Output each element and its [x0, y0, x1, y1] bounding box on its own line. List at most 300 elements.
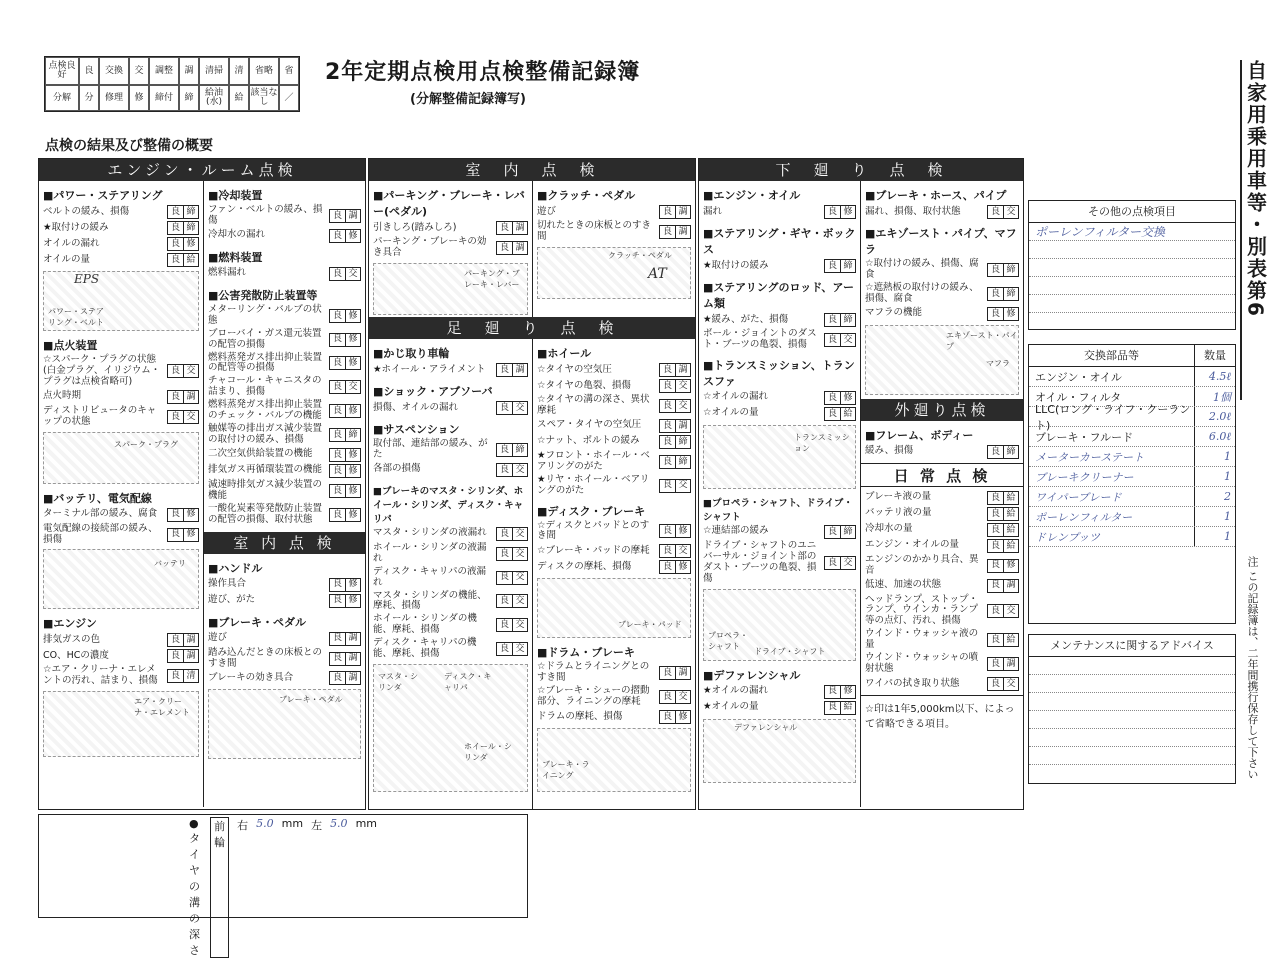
result-checkbox-group[interactable] — [987, 657, 1019, 671]
result-checkbox[interactable]: 良 — [827, 260, 837, 271]
result-checkbox[interactable]: 良 — [827, 334, 837, 345]
result-checkbox[interactable]: 交 — [345, 381, 360, 393]
result-checkbox[interactable]: 良 — [662, 206, 672, 217]
result-checkbox[interactable]: 交 — [183, 411, 198, 423]
outer-band: 外廻り点検 — [861, 399, 1023, 421]
result-checkbox[interactable]: 良 — [499, 242, 509, 253]
result-checkbox[interactable]: 交 — [512, 572, 527, 584]
check-item-label: CO、HCの濃度 — [43, 649, 109, 661]
result-checkbox[interactable]: 良 — [990, 605, 1000, 616]
result-checkbox[interactable]: 修 — [345, 357, 360, 369]
result-checkbox-group[interactable] — [496, 547, 528, 561]
result-checkbox[interactable]: 良 — [170, 671, 180, 682]
result-checkbox-group[interactable] — [167, 221, 199, 235]
check-item-label: ★ホイール・アライメント — [373, 363, 486, 375]
check-item-label: ブローバイ・ガス還元装置の配管の損傷 — [208, 327, 322, 350]
result-checkbox[interactable]: 交 — [512, 548, 527, 560]
result-checkbox-group[interactable] — [329, 209, 361, 223]
differential-heading: ■ デファレンシャル — [703, 667, 856, 683]
result-checkbox[interactable]: 交 — [1003, 206, 1018, 218]
result-checkbox[interactable]: 修 — [345, 485, 360, 497]
check-item — [703, 701, 856, 715]
result-checkbox[interactable]: 良 — [827, 557, 837, 568]
result-checkbox[interactable]: 良 — [499, 402, 509, 413]
result-checkbox[interactable]: 良 — [170, 254, 180, 265]
result-checkbox[interactable]: 交 — [675, 691, 690, 703]
result-checkbox[interactable]: 調 — [345, 653, 360, 665]
parking-brake-heading: ■ パーキング・ブレーキ・レバー(ペダル) — [373, 187, 528, 219]
result-checkbox-group[interactable] — [987, 307, 1019, 321]
result-checkbox[interactable]: 良 — [990, 492, 1000, 503]
check-item — [703, 391, 856, 405]
check-item-label: チャコール・キャニスタの詰まり、損傷 — [208, 375, 322, 398]
result-checkbox[interactable]: 締 — [183, 206, 198, 218]
result-checkbox[interactable]: 調 — [345, 633, 360, 645]
page-subtitle: (分解整備記録簿写) — [410, 92, 526, 107]
result-checkbox[interactable]: 締 — [840, 260, 855, 272]
result-checkbox[interactable]: 交 — [512, 643, 527, 655]
result-checkbox[interactable]: 締 — [345, 429, 360, 441]
result-checkbox[interactable]: 良 — [990, 508, 1000, 519]
result-checkbox-group[interactable] — [329, 652, 361, 666]
result-checkbox-group[interactable] — [659, 544, 691, 558]
eps-note: EPS — [74, 272, 100, 286]
result-checkbox-group[interactable] — [987, 604, 1019, 618]
check-item — [43, 390, 199, 404]
check-item — [373, 638, 528, 660]
result-checkbox[interactable]: 良 — [827, 408, 837, 419]
result-checkbox[interactable]: 締 — [1003, 288, 1018, 300]
result-checkbox[interactable]: 調 — [512, 242, 527, 254]
result-checkbox[interactable]: 修 — [345, 230, 360, 242]
brake-pedal-label: ブレーキ・ペダル — [279, 695, 343, 705]
result-checkbox[interactable]: 調 — [512, 364, 527, 376]
result-checkbox[interactable]: 良 — [170, 366, 180, 377]
result-checkbox[interactable]: 良 — [662, 380, 672, 391]
differential-illustration — [703, 719, 856, 783]
result-checkbox[interactable]: 良 — [990, 264, 1000, 275]
result-checkbox[interactable]: 良 — [332, 210, 342, 221]
result-checkbox[interactable]: 調 — [183, 391, 198, 403]
battery-illustration — [43, 549, 199, 609]
result-checkbox[interactable]: 締 — [840, 526, 855, 538]
result-checkbox-group[interactable] — [987, 205, 1019, 219]
result-checkbox[interactable]: 良 — [990, 635, 1000, 646]
result-checkbox-group[interactable] — [167, 205, 199, 219]
result-checkbox-group[interactable] — [329, 404, 361, 418]
result-checkbox[interactable]: 良 — [662, 400, 672, 411]
result-checkbox[interactable]: 調 — [675, 226, 690, 238]
result-checkbox-group[interactable] — [329, 267, 361, 281]
result-checkbox-group[interactable] — [329, 333, 361, 347]
result-checkbox[interactable]: 良 — [662, 691, 672, 702]
result-checkbox-group[interactable] — [329, 594, 361, 608]
result-checkbox[interactable]: 交 — [840, 557, 855, 569]
result-checkbox[interactable]: 良 — [499, 596, 509, 607]
result-checkbox[interactable]: 修 — [183, 529, 198, 541]
check-item-label: ブレーキの効き具合 — [208, 671, 294, 683]
result-checkbox[interactable]: 給 — [840, 408, 855, 420]
parts-name: メーターカーステート — [1029, 447, 1195, 466]
result-checkbox[interactable]: 修 — [345, 509, 360, 521]
check-item — [208, 648, 361, 670]
result-checkbox-group[interactable] — [987, 539, 1019, 553]
result-checkbox-group[interactable] — [167, 253, 199, 267]
result-checkbox-group[interactable] — [496, 618, 528, 632]
result-checkbox-group[interactable] — [496, 443, 528, 457]
result-checkbox[interactable]: 良 — [170, 509, 180, 520]
result-checkbox[interactable]: 良 — [827, 526, 837, 537]
result-checkbox[interactable]: 良 — [662, 526, 672, 537]
result-checkbox[interactable]: 良 — [662, 668, 672, 679]
clutch-heading: ■ クラッチ・ペダル — [537, 187, 691, 203]
result-checkbox[interactable]: 修 — [183, 509, 198, 521]
result-checkbox-group[interactable] — [659, 524, 691, 538]
result-checkbox-group[interactable] — [167, 364, 199, 378]
result-checkbox[interactable]: 交 — [345, 268, 360, 280]
result-checkbox-group[interactable] — [329, 380, 361, 394]
legend-cell: 締 — [179, 85, 199, 111]
result-checkbox[interactable]: 良 — [499, 548, 509, 559]
result-checkbox[interactable]: 調 — [183, 634, 198, 646]
result-checkbox[interactable]: 調 — [675, 364, 690, 376]
check-item — [865, 283, 1019, 305]
result-checkbox[interactable]: 給 — [1003, 492, 1018, 504]
result-checkbox[interactable]: 良 — [827, 314, 837, 325]
result-checkbox[interactable]: 良 — [499, 444, 509, 455]
result-checkbox-group[interactable] — [987, 287, 1019, 301]
result-checkbox[interactable]: 良 — [662, 456, 672, 467]
result-checkbox-group[interactable] — [496, 363, 528, 377]
result-checkbox-group[interactable] — [987, 507, 1019, 521]
check-item-label: バッテリ液の量 — [865, 507, 932, 519]
result-checkbox-group[interactable] — [329, 632, 361, 646]
result-checkbox[interactable]: 良 — [990, 678, 1000, 689]
result-checkbox-group[interactable] — [987, 523, 1019, 537]
result-checkbox[interactable]: 調 — [675, 206, 690, 218]
result-checkbox[interactable]: 良 — [990, 560, 1000, 571]
result-checkbox[interactable]: 良 — [332, 405, 342, 416]
result-checkbox-group[interactable] — [167, 528, 199, 542]
result-checkbox[interactable]: 良 — [170, 206, 180, 217]
result-checkbox[interactable]: 修 — [675, 711, 690, 723]
result-checkbox[interactable]: 交 — [675, 545, 690, 557]
result-checkbox-group[interactable] — [824, 701, 856, 715]
result-checkbox[interactable]: 良 — [662, 562, 672, 573]
result-checkbox[interactable]: 交 — [512, 619, 527, 631]
result-checkbox[interactable]: 修 — [345, 465, 360, 477]
result-checkbox-group[interactable] — [167, 390, 199, 404]
battery-heading: ■ バッテリ、電気配線 — [43, 490, 199, 506]
result-checkbox-group[interactable] — [824, 313, 856, 327]
result-checkbox[interactable]: 調 — [1003, 580, 1018, 592]
side-title-strip — [1240, 60, 1270, 400]
result-checkbox-group[interactable] — [329, 229, 361, 243]
result-checkbox-group[interactable] — [167, 410, 199, 424]
result-checkbox[interactable]: 良 — [827, 206, 837, 217]
result-checkbox[interactable]: 良 — [499, 528, 509, 539]
result-checkbox[interactable]: 良 — [170, 222, 180, 233]
result-checkbox-group[interactable] — [329, 578, 361, 592]
result-checkbox-group[interactable] — [496, 401, 528, 415]
result-checkbox[interactable]: 交 — [840, 334, 855, 346]
result-checkbox[interactable]: 良 — [662, 364, 672, 375]
result-checkbox[interactable]: 良 — [499, 222, 509, 233]
result-checkbox-group[interactable] — [496, 221, 528, 235]
result-checkbox-group[interactable] — [987, 559, 1019, 573]
result-checkbox[interactable]: 良 — [662, 546, 672, 557]
result-checkbox-group[interactable] — [329, 671, 361, 685]
result-checkbox[interactable]: 修 — [345, 449, 360, 461]
check-item — [373, 614, 528, 636]
result-checkbox[interactable]: 良 — [827, 702, 837, 713]
result-checkbox[interactable]: 修 — [675, 525, 690, 537]
result-checkbox[interactable]: 良 — [170, 651, 180, 662]
result-checkbox[interactable]: 良 — [990, 288, 1000, 299]
result-checkbox[interactable]: 修 — [183, 238, 198, 250]
check-item-label: 二次空気供給装置の機能 — [208, 448, 313, 460]
result-checkbox-group[interactable] — [987, 491, 1019, 505]
result-checkbox[interactable]: 良 — [332, 465, 342, 476]
result-checkbox-group[interactable] — [987, 677, 1019, 691]
result-checkbox-group[interactable] — [659, 560, 691, 574]
result-checkbox[interactable]: 良 — [662, 420, 672, 431]
result-checkbox-group[interactable] — [987, 445, 1019, 459]
result-checkbox[interactable]: 給 — [1003, 508, 1018, 520]
result-checkbox-group[interactable] — [329, 309, 361, 323]
result-checkbox[interactable]: 良 — [332, 509, 342, 520]
result-checkbox[interactable]: 良 — [332, 485, 342, 496]
result-checkbox[interactable]: 修 — [345, 334, 360, 346]
steering-rod-heading: ■ ステアリングのロッド、アーム類 — [703, 279, 856, 311]
result-checkbox[interactable]: 良 — [170, 635, 180, 646]
result-checkbox-group[interactable] — [167, 508, 199, 522]
result-checkbox-group[interactable] — [659, 690, 691, 704]
result-checkbox-group[interactable] — [167, 633, 199, 647]
result-checkbox[interactable]: 給 — [183, 254, 198, 266]
result-checkbox[interactable]: 修 — [840, 392, 855, 404]
result-checkbox-group[interactable] — [659, 205, 691, 219]
result-checkbox[interactable]: 良 — [499, 364, 509, 375]
result-checkbox[interactable]: 良 — [499, 572, 509, 583]
result-checkbox[interactable]: 良 — [332, 429, 342, 440]
result-checkbox[interactable]: 交 — [675, 400, 690, 412]
result-checkbox-group[interactable] — [659, 399, 691, 413]
result-checkbox[interactable]: 良 — [827, 686, 837, 697]
result-checkbox[interactable]: 交 — [512, 595, 527, 607]
parts-row — [1029, 467, 1235, 487]
parts-qty-header: 数量 — [1204, 349, 1226, 362]
result-checkbox[interactable]: 締 — [675, 456, 690, 468]
result-checkbox-group[interactable] — [496, 241, 528, 255]
result-checkbox[interactable]: 良 — [827, 392, 837, 403]
result-checkbox[interactable]: 良 — [332, 358, 342, 369]
result-checkbox-group[interactable] — [824, 391, 856, 405]
result-checkbox[interactable]: 修 — [1003, 308, 1018, 320]
result-checkbox-group[interactable] — [824, 259, 856, 273]
result-checkbox[interactable]: 良 — [332, 653, 342, 664]
result-checkbox[interactable]: 交 — [512, 402, 527, 414]
result-checkbox[interactable]: 調 — [512, 222, 527, 234]
result-checkbox[interactable]: 良 — [499, 643, 509, 654]
result-checkbox[interactable]: 良 — [990, 446, 1000, 457]
result-checkbox[interactable]: 締 — [1003, 446, 1018, 458]
result-checkbox-group[interactable] — [659, 225, 691, 239]
spark-plug-label: スパーク・プラグ — [114, 439, 178, 449]
check-item — [865, 653, 1019, 675]
result-checkbox[interactable]: 交 — [1003, 678, 1018, 690]
result-checkbox-group[interactable] — [329, 464, 361, 478]
result-checkbox-group[interactable] — [167, 649, 199, 663]
result-checkbox[interactable]: 交 — [675, 380, 690, 392]
result-checkbox[interactable]: 交 — [183, 365, 198, 377]
result-checkbox[interactable]: 調 — [675, 420, 690, 432]
check-item-label: スペア・タイヤの空気圧 — [537, 419, 642, 431]
brake-pedal-illustration — [208, 689, 361, 759]
result-checkbox-group[interactable] — [329, 356, 361, 370]
result-checkbox-group[interactable] — [329, 508, 361, 522]
result-checkbox-group[interactable] — [824, 333, 856, 347]
result-checkbox-group[interactable] — [496, 594, 528, 608]
result-checkbox[interactable]: 修 — [345, 579, 360, 591]
result-checkbox[interactable]: 調 — [675, 667, 690, 679]
result-checkbox[interactable]: 締 — [183, 222, 198, 234]
result-checkbox[interactable]: 給 — [1003, 540, 1018, 552]
check-item-label: ボール・ジョイントのダスト・ブーツの亀裂、損傷 — [703, 328, 817, 350]
result-checkbox-group[interactable] — [659, 479, 691, 493]
result-checkbox-group[interactable] — [496, 642, 528, 656]
result-checkbox[interactable]: 良 — [499, 464, 509, 475]
result-checkbox[interactable]: 良 — [332, 268, 342, 279]
check-item — [537, 363, 691, 377]
result-checkbox-group[interactable] — [987, 633, 1019, 647]
check-item — [373, 237, 528, 259]
result-checkbox[interactable]: 修 — [345, 405, 360, 417]
result-checkbox[interactable]: 良 — [662, 711, 672, 722]
result-checkbox[interactable]: 修 — [840, 686, 855, 698]
result-checkbox[interactable]: 修 — [1003, 560, 1018, 572]
result-checkbox[interactable]: 調 — [1003, 658, 1018, 670]
legend-cell: 修 — [129, 85, 149, 111]
result-checkbox-group[interactable] — [659, 455, 691, 469]
result-checkbox-group[interactable] — [824, 407, 856, 421]
result-checkbox[interactable]: 修 — [345, 595, 360, 607]
result-checkbox[interactable]: 給 — [840, 702, 855, 714]
result-checkbox[interactable]: 良 — [662, 480, 672, 491]
result-checkbox-group[interactable] — [329, 448, 361, 462]
result-checkbox-group[interactable] — [167, 669, 199, 683]
check-item-label: ★オイルの量 — [703, 701, 759, 713]
parts-qty: 1 — [1224, 530, 1231, 543]
result-checkbox[interactable]: 良 — [332, 595, 342, 606]
result-checkbox[interactable]: 良 — [170, 238, 180, 249]
result-checkbox[interactable]: 良 — [662, 436, 672, 447]
exhaust-illustration — [865, 325, 1019, 395]
legend-cell: 交換 — [99, 57, 129, 85]
result-checkbox[interactable]: 交 — [1003, 605, 1018, 617]
parts-row — [1029, 427, 1235, 447]
result-checkbox-group[interactable] — [824, 685, 856, 699]
result-checkbox-group[interactable] — [167, 237, 199, 251]
result-checkbox[interactable]: 締 — [1003, 264, 1018, 276]
result-checkbox[interactable]: 良 — [170, 529, 180, 540]
result-checkbox-group[interactable] — [659, 379, 691, 393]
result-checkbox[interactable]: 良 — [662, 226, 672, 237]
result-checkbox-group[interactable] — [824, 205, 856, 219]
result-checkbox[interactable]: 良 — [990, 540, 1000, 551]
result-checkbox[interactable]: 調 — [345, 210, 360, 222]
result-checkbox[interactable]: 良 — [990, 308, 1000, 319]
result-checkbox[interactable]: 良 — [990, 524, 1000, 535]
result-checkbox[interactable]: 交 — [675, 480, 690, 492]
result-checkbox[interactable]: 修 — [675, 561, 690, 573]
check-item-label: 操作具合 — [208, 578, 247, 590]
result-checkbox[interactable]: 交 — [512, 528, 527, 540]
result-checkbox-group[interactable] — [824, 525, 856, 539]
parts-name: エンジン・オイル — [1029, 367, 1195, 386]
result-checkbox-group[interactable] — [329, 428, 361, 442]
result-checkbox[interactable]: 交 — [512, 464, 527, 476]
result-checkbox[interactable]: 給 — [1003, 524, 1018, 536]
check-item — [43, 633, 199, 647]
result-checkbox[interactable]: 良 — [170, 411, 180, 422]
result-checkbox[interactable]: 給 — [1003, 634, 1018, 646]
check-item — [865, 507, 1019, 521]
check-item — [373, 567, 528, 589]
result-checkbox[interactable]: 良 — [332, 633, 342, 644]
result-checkbox[interactable]: 修 — [345, 310, 360, 322]
result-checkbox[interactable]: 良 — [332, 382, 342, 393]
result-checkbox[interactable]: 良 — [990, 580, 1000, 591]
result-checkbox[interactable]: 清 — [183, 670, 198, 682]
result-checkbox[interactable]: 良 — [170, 391, 180, 402]
result-checkbox[interactable]: 良 — [332, 579, 342, 590]
result-checkbox-group[interactable] — [659, 435, 691, 449]
result-checkbox-group[interactable] — [496, 527, 528, 541]
result-checkbox[interactable]: 調 — [183, 650, 198, 662]
result-checkbox-group[interactable] — [824, 556, 856, 570]
result-checkbox[interactable]: 良 — [332, 230, 342, 241]
air-cleaner-illustration — [43, 691, 199, 757]
result-checkbox[interactable]: 良 — [332, 310, 342, 321]
check-item-label: ☆ディスクとパッドとのすき間 — [537, 519, 650, 542]
result-checkbox-group[interactable] — [329, 484, 361, 498]
legend-cell: 省 — [279, 57, 299, 85]
result-checkbox[interactable]: 締 — [675, 436, 690, 448]
result-checkbox[interactable]: 良 — [990, 658, 1000, 669]
result-checkbox[interactable]: 締 — [512, 444, 527, 456]
result-checkbox-group[interactable] — [987, 579, 1019, 593]
result-checkbox[interactable]: 良 — [332, 334, 342, 345]
spark-plug-illustration — [43, 432, 199, 484]
result-checkbox[interactable]: 締 — [840, 314, 855, 326]
result-checkbox[interactable]: 良 — [332, 449, 342, 460]
check-item-label: ★フロント・ホイール・ベアリングのがた — [537, 449, 650, 472]
result-checkbox[interactable]: 良 — [990, 206, 1000, 217]
result-checkbox-group[interactable] — [659, 419, 691, 433]
result-checkbox[interactable]: 調 — [345, 672, 360, 684]
check-item-label: マスタ・シリンダの液漏れ — [373, 527, 487, 539]
result-checkbox[interactable]: 良 — [499, 620, 509, 631]
result-checkbox-group[interactable] — [496, 571, 528, 585]
result-checkbox[interactable]: 修 — [840, 206, 855, 218]
result-checkbox-group[interactable] — [987, 263, 1019, 277]
result-checkbox-group[interactable] — [496, 463, 528, 477]
result-checkbox-group[interactable] — [659, 710, 691, 724]
result-checkbox[interactable]: 良 — [332, 673, 342, 684]
result-checkbox-group[interactable] — [659, 666, 691, 680]
result-checkbox-group[interactable] — [659, 363, 691, 377]
